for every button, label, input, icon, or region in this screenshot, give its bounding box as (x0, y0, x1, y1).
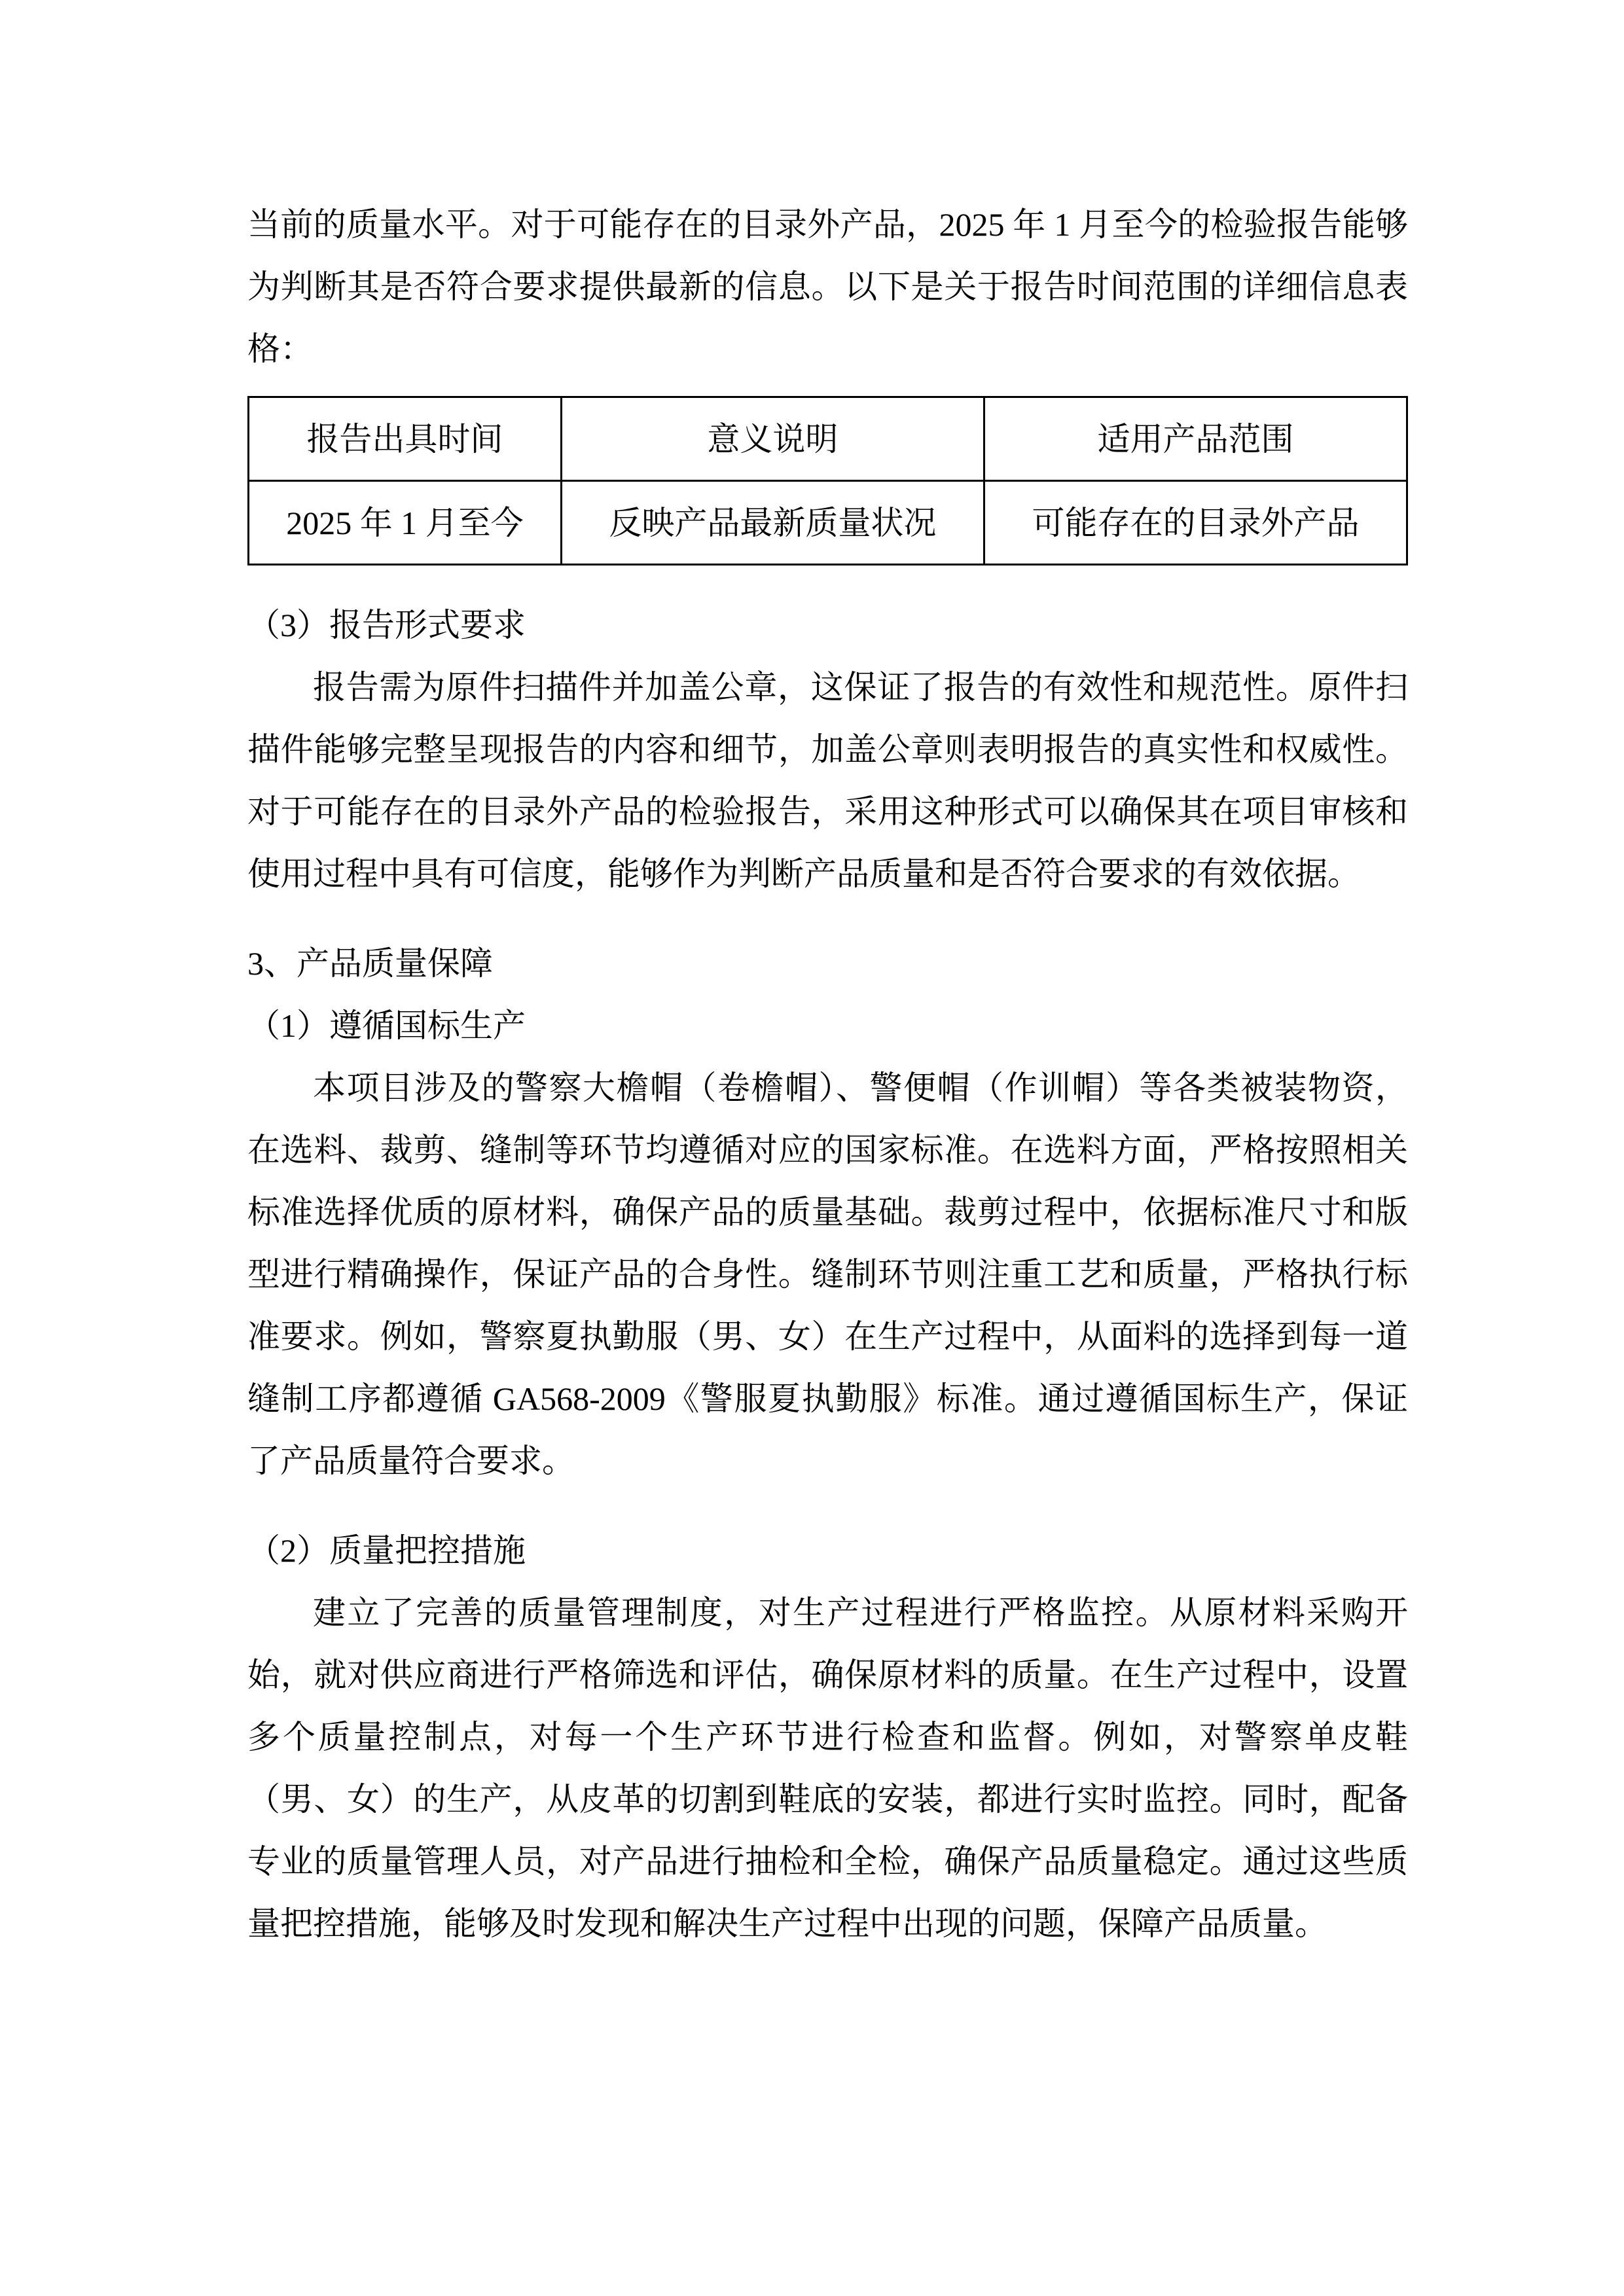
table-header-meaning: 意义说明 (561, 397, 984, 481)
paragraph-quality-control-measures: 建立了完善的质量管理制度，对生产过程进行严格监控。从原材料采购开始，就对供应商进行严格筛选和评估，确保原材料的质量。在生产过程中，设置多个质量控制点，对每一个生产环节进行检查和监督。例如，对警察单皮鞋（男、女）的生产，从皮革的切割到鞋底的安装，都进行实时监控。同时，配备专业的质量管理人员，对产品进行抽检和全检，确保产品质量稳定。通过这些质量把控措施，能够及时发现和解决生产过程中出现的问题，保障产品质量。 (247, 1594, 1408, 1942)
table-cell-report-issue-time: 2025 年 1 月至今 (249, 481, 562, 565)
heading-report-format-requirement: （3）报告形式要求 (247, 607, 526, 643)
table-cell-product-scope: 可能存在的目录外产品 (984, 481, 1407, 565)
table-row (249, 481, 1407, 565)
paragraph-report-format-requirement: 报告需为原件扫描件并加盖公章，这保证了报告的有效性和规范性。原件扫描件能够完整呈现报告的内容和细节，加盖公章则表明报告的真实性和权威性。对于可能存在的目录外产品的检验报告，采用这种形式可以确保其在项目审核和使用过程中具有可信度，能够作为判断产品质量和是否符合要求的有效依据。 (247, 669, 1408, 892)
heading-product-quality-assurance: 3、产品质量保障 (247, 945, 493, 982)
table-header-product-scope: 适用产品范围 (984, 397, 1407, 481)
heading-gb-standard-production: （1）遵循国标生产 (247, 1007, 526, 1044)
table-header-report-issue-time: 报告出具时间 (249, 397, 562, 481)
heading-quality-control-measures: （2）质量把控措施 (247, 1532, 526, 1569)
table-header-row (249, 397, 1407, 481)
paragraph-gb-standard-production: 本项目涉及的警察大檐帽（卷檐帽）、警便帽（作训帽）等各类被装物资，在选料、裁剪、缝制等环节均遵循对应的国家标准。在选料方面，严格按照相关标准选择优质的原材料，确保产品的质量基础。裁剪过程中，依据标准尺寸和版型进行精确操作，保证产品的合身性。缝制环节则注重工艺和质量，严格执行标准要求。例如，警察夏执勤服（男、女）在生产过程中，从面料的选择到每一道缝制工序都遵循 GA568-2009《警服夏执勤服》标准。通过遵循国标生产，保证了产品质量符合要求。 (247, 1069, 1408, 1479)
paragraph-report-time-intro: 当前的质量水平。对于可能存在的目录外产品，2025 年 1 月至今的检验报告能够为判断其是否符合要求提供最新的信息。以下是关于报告时间范围的详细信息表格： (247, 206, 1408, 367)
report-time-table (247, 396, 1408, 565)
table-cell-meaning: 反映产品最新质量状况 (561, 481, 984, 565)
